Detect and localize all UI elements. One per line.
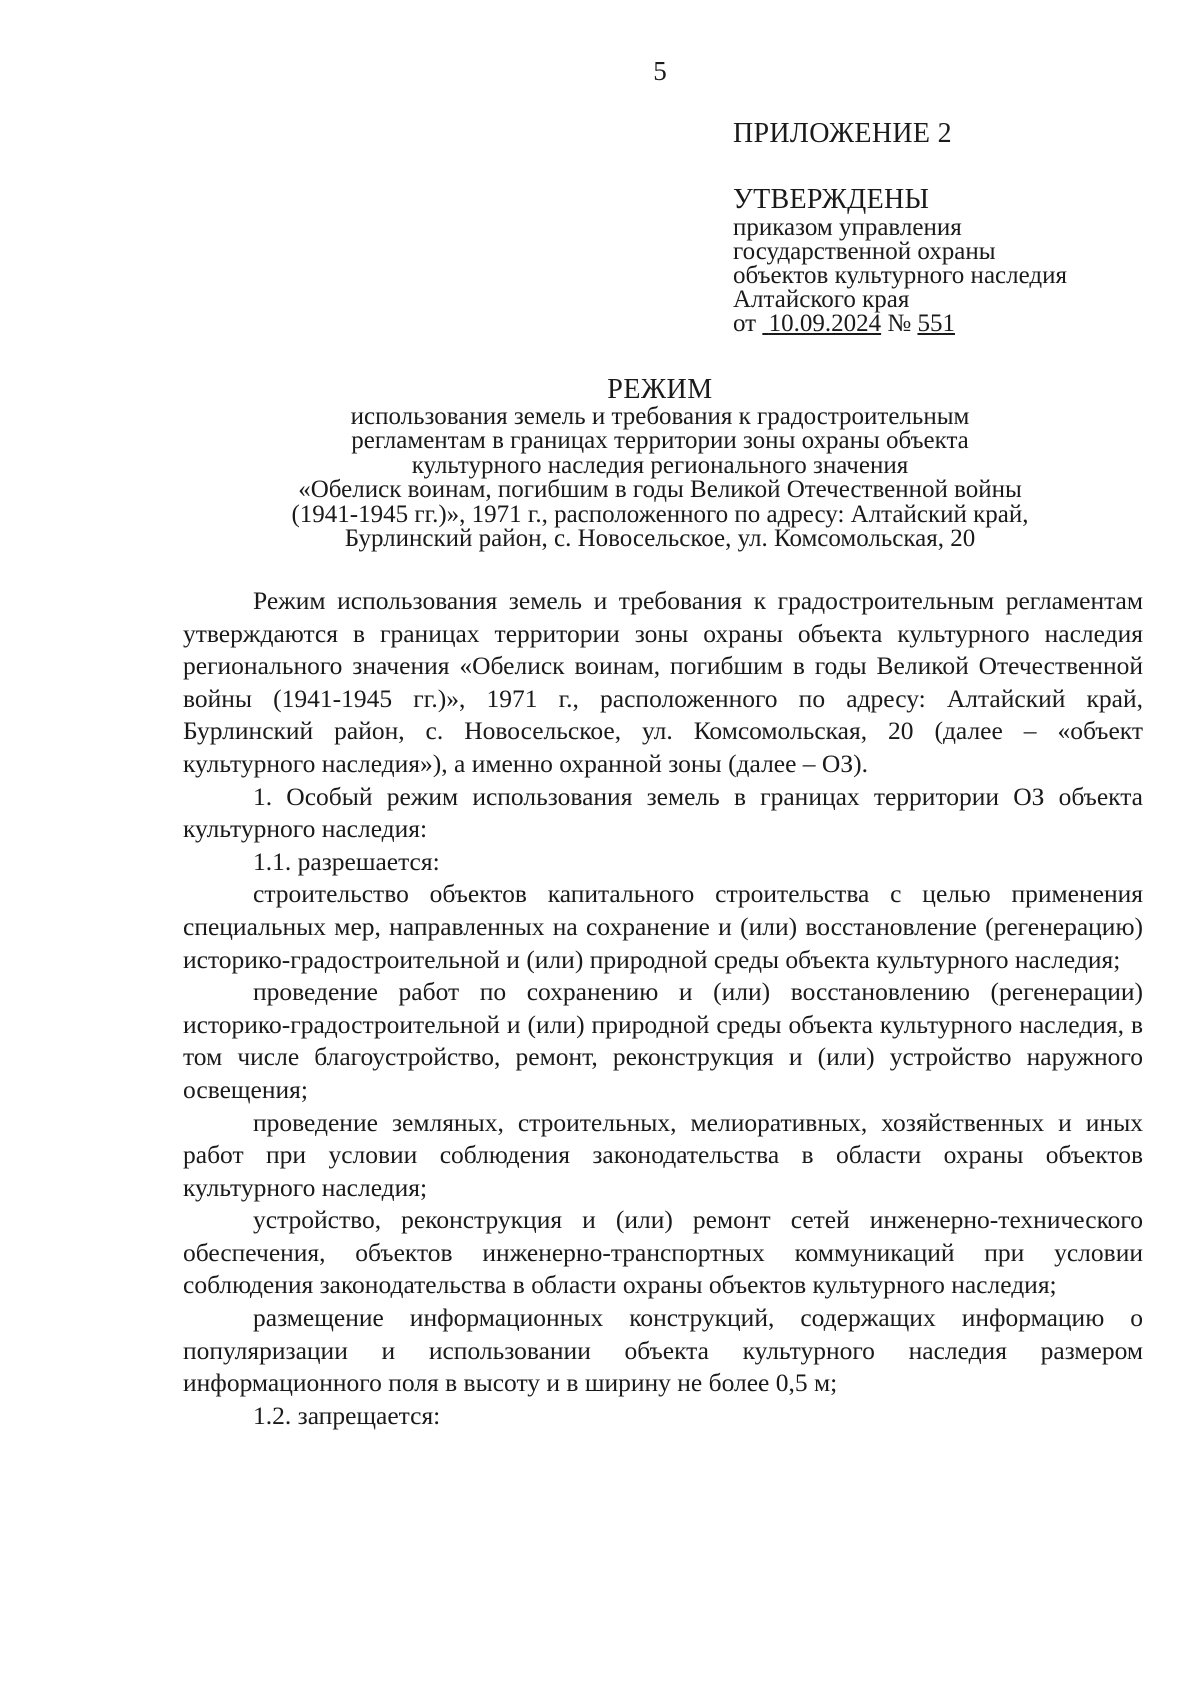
subtitle-line: использования земель и требования к градостроительным xyxy=(350,403,970,430)
subtitle-line: культурного наследия регионального значения xyxy=(411,451,909,479)
appendix-label: ПРИЛОЖЕНИЕ 2 xyxy=(733,118,952,149)
order-date-line xyxy=(733,312,1173,336)
order-number: 551 xyxy=(917,310,955,337)
subtitle-line: (1941-1945 гг.)», 1971 г., расположенного по адресу: Алтайский край, xyxy=(291,500,1029,528)
paragraph-section-1-1: 1.1. разрешается: xyxy=(253,846,440,876)
paragraph-intro: Режим использования земель и требования к градостроительным регламентам утверждаются в границах территории зоны охраны объекта культурного наследия регионального значения «Обелиск воинам, погибшим в годы Великой Отечественной войны (1941-1945 гг.)», 1971 г., расположенного по адресу: Алтайский край, Бурлинский район, с. Новосельское, ул. Комсомольская, 20 (далее – «объект культурного наследия»), а именно охранной зоны (далее – ОЗ). xyxy=(183,586,1143,778)
number-sign: № xyxy=(887,310,912,337)
approval-line: Алтайского края xyxy=(733,286,910,313)
paragraph-item: размещение информационных конструкций, содержащих информацию о популяризации и использовании объекта культурного наследия размером информационного поля в высоту и в ширину не более 0,5 м; xyxy=(183,1303,1143,1398)
paragraph-section-1: 1. Особый режим использования земель в границах территории ОЗ объекта культурного наследия: xyxy=(183,781,1143,844)
order-date: 10.09.2024 xyxy=(768,310,882,337)
paragraph-item: проведение земляных, строительных, мелиоративных, хозяйственных и иных работ при условии соблюдения законодательства в области охраны объектов культурного наследия; xyxy=(183,1107,1143,1202)
approval-block xyxy=(733,216,1173,336)
paragraph-item: устройство, реконструкция и (или) ремонт сетей инженерно-технического обеспечения, объектов инженерно-транспортных коммуникаций при условии соблюдения законодательства в области охраны объектов культурного наследия; xyxy=(183,1205,1143,1300)
paragraph-section-1-2: 1.2. запрещается: xyxy=(253,1400,441,1430)
document-title: РЕЖИМ xyxy=(607,374,713,405)
subtitle-line: регламентам в границах территории зоны охраны объекта xyxy=(351,427,969,455)
document-body xyxy=(183,585,1143,1432)
approval-line: государственной охраны xyxy=(733,238,996,265)
page-number: 5 xyxy=(653,56,667,86)
date-prefix: от xyxy=(733,310,757,337)
subtitle-line: «Обелиск воинам, погибшим в годы Великой Отечественной войны xyxy=(298,476,1022,504)
approval-line: объектов культурного наследия xyxy=(733,262,1067,289)
approval-line: приказом управления xyxy=(733,214,962,241)
paragraph-item: строительство объектов капитального строительства с целью применения специальных мер, направленных на сохранение и (или) восстановление (регенерацию) историко-градостроительной и (или) природной среды объекта культурного наследия; xyxy=(183,879,1143,974)
paragraph-item: проведение работ по сохранению и (или) восстановлению (регенерации) историко-градостроительной и (или) природной среды объекта культурного наследия, в том числе благоустройство, ремонт, реконструкция и (или) устройство наружного освещения; xyxy=(183,977,1143,1104)
subtitle-line: Бурлинский район, с. Новосельское, ул. Комсомольская, 20 xyxy=(344,525,976,553)
approved-label: УТВЕРЖДЕНЫ xyxy=(733,184,930,215)
document-subtitle xyxy=(215,405,1105,551)
